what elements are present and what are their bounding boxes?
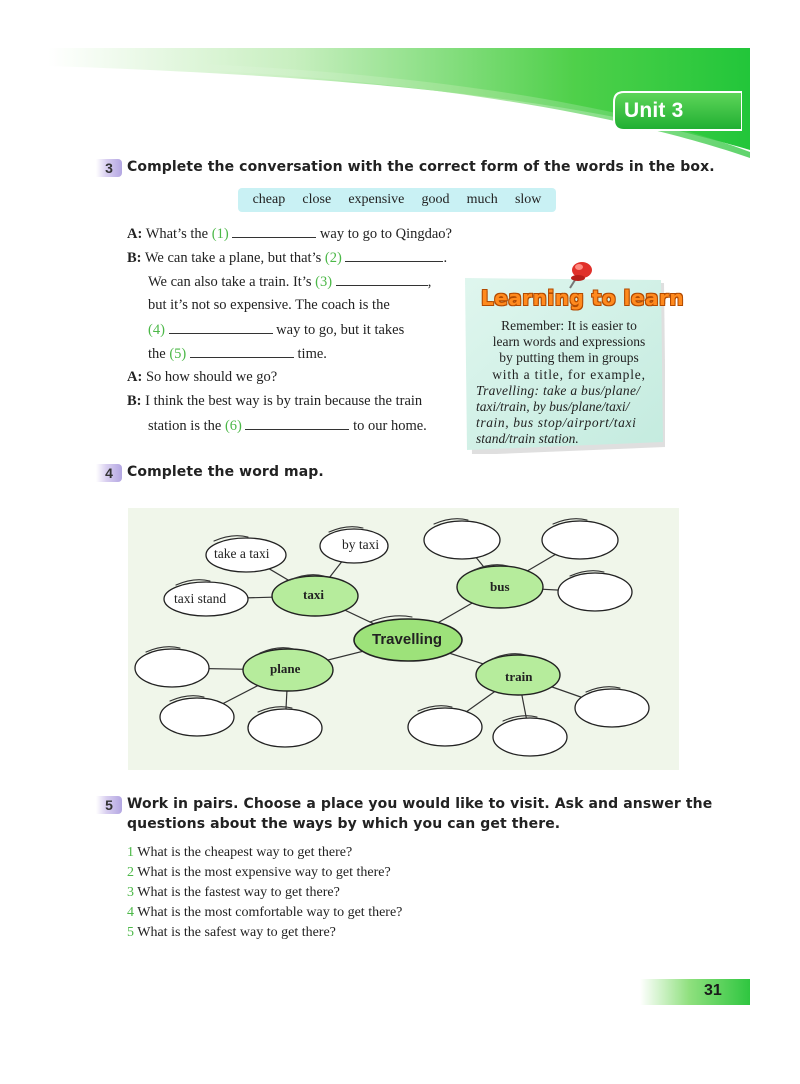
page-number-band [640, 979, 750, 1005]
dialogue-line [127, 249, 447, 267]
note-example-line: taxi/train, by bus/plane/taxi/ [476, 399, 630, 415]
empty-bubble[interactable] [248, 709, 322, 747]
map-label-train: train [505, 669, 533, 684]
answer-blank[interactable] [245, 417, 349, 430]
question-text: What is the safest way to get there? [137, 925, 336, 940]
dialogue-line [127, 369, 277, 386]
blank-number: (1) [211, 226, 229, 242]
answer-blank[interactable] [345, 249, 443, 262]
dialogue-text: . [443, 250, 448, 266]
question-text: What is the cheapest way to get there? [137, 845, 353, 860]
exercise-4-number: 4 [96, 464, 122, 482]
empty-bubble[interactable] [408, 708, 482, 746]
dialogue-text: , [427, 274, 432, 290]
empty-bubble[interactable] [135, 649, 209, 687]
exercise-3-number: 3 [96, 159, 122, 177]
question-number: 3 [127, 885, 134, 900]
speaker-label: A: [127, 226, 143, 242]
speaker-label: A: [127, 369, 143, 385]
map-label-taxi-stand: taxi stand [174, 591, 227, 606]
question-item [127, 925, 336, 941]
dialogue-text: but it’s not so expensive. The coach is the [148, 297, 390, 313]
dialogue-text: way to go, but it takes [276, 322, 405, 338]
page-number: 31 [704, 982, 722, 999]
answer-blank[interactable] [169, 321, 273, 334]
dialogue-text: way to go to Qingdao? [319, 226, 452, 242]
question-text: What is the most comfortable way to get there? [137, 905, 403, 920]
dialogue-text: to our home. [353, 418, 427, 434]
empty-bubble[interactable] [493, 718, 567, 756]
question-text: What is the fastest way to get there? [137, 885, 340, 900]
speaker-label: B: [127, 393, 142, 409]
word-box-item: close [302, 192, 332, 207]
blank-number: (2) [324, 250, 342, 266]
question-item [127, 885, 340, 901]
dialogue-line [127, 225, 452, 243]
blank-number: (3) [315, 274, 333, 290]
map-label-bus: bus [490, 579, 510, 594]
answer-blank[interactable] [232, 225, 316, 238]
note-example-line: stand/train station. [476, 431, 579, 447]
exercise-5-number: 5 [96, 796, 122, 814]
blank-number: (5) [169, 346, 187, 362]
answer-blank[interactable] [190, 345, 294, 358]
note-line: learn words and expressions [492, 334, 646, 350]
map-label-taxi: taxi [303, 587, 324, 602]
empty-bubble[interactable] [558, 573, 632, 611]
note-line: by putting them in groups [499, 350, 639, 366]
empty-bubble[interactable] [424, 521, 500, 559]
note-line: with a title, for example, [492, 366, 646, 382]
word-box-item: cheap [252, 192, 286, 207]
dialogue-line [127, 393, 422, 410]
learning-note-title: Learning to learn [481, 286, 685, 310]
dialogue-text: We can also take a train. It’s [148, 274, 312, 290]
exercise-5-instruction-line1: Work in pairs. Choose a place you would like to visit. Ask and answer the [127, 796, 713, 812]
learning-note-body [476, 318, 662, 448]
question-number: 5 [127, 925, 134, 940]
dialogue-text: What’s the [145, 226, 209, 242]
note-example-line: Travelling: take a bus/plane/ [476, 382, 641, 398]
question-text: What is the most expensive way to get there? [137, 865, 391, 880]
question-number: 1 [127, 845, 134, 860]
empty-bubble[interactable] [575, 689, 649, 727]
note-line: Remember: It is easier to [501, 318, 637, 333]
dialogue-line [148, 273, 431, 291]
map-label-take-a-taxi: take a taxi [214, 546, 270, 561]
unit-label: Unit 3 [624, 99, 684, 122]
question-item [127, 865, 391, 881]
dialogue-line [148, 417, 427, 435]
question-item [127, 905, 402, 921]
dialogue-line [148, 297, 390, 314]
empty-bubble[interactable] [160, 698, 234, 736]
dialogue-text: We can take a plane, but that’s [144, 250, 322, 266]
exercise-4-instruction: Complete the word map. [127, 464, 324, 480]
word-box-item: much [466, 192, 498, 207]
word-box-item: good [421, 192, 450, 207]
dialogue-text: I think the best way is by train because the train [145, 393, 423, 409]
answer-blank[interactable] [336, 273, 428, 286]
note-example-line: train, bus stop/airport/taxi [476, 415, 637, 431]
dialogue-text: the [148, 346, 166, 362]
exercise-3-instruction: Complete the conversation with the correct form of the words in the box. [127, 159, 715, 175]
dialogue-text: time. [297, 346, 327, 362]
dialogue-text: station is the [148, 418, 222, 434]
word-box [238, 188, 556, 212]
speaker-label: B: [127, 250, 142, 266]
blank-number: (6) [224, 418, 242, 434]
question-number: 2 [127, 865, 134, 880]
header-green-band [0, 0, 800, 170]
dialogue-text: So how should we go? [145, 369, 278, 385]
map-label-plane: plane [270, 661, 301, 676]
word-box-item: slow [514, 192, 542, 207]
question-item [127, 845, 352, 861]
exercise-5-instruction-line2: questions about the ways by which you can get there. [127, 816, 561, 832]
word-box-item: expensive [348, 192, 405, 207]
map-label-by-taxi: by taxi [342, 537, 380, 552]
dialogue-line [148, 345, 327, 363]
empty-bubble[interactable] [542, 521, 618, 559]
blank-number: (4) [148, 322, 165, 338]
dialogue-line [148, 321, 404, 339]
question-number: 4 [127, 905, 134, 920]
map-center-label: Travelling [372, 631, 443, 648]
